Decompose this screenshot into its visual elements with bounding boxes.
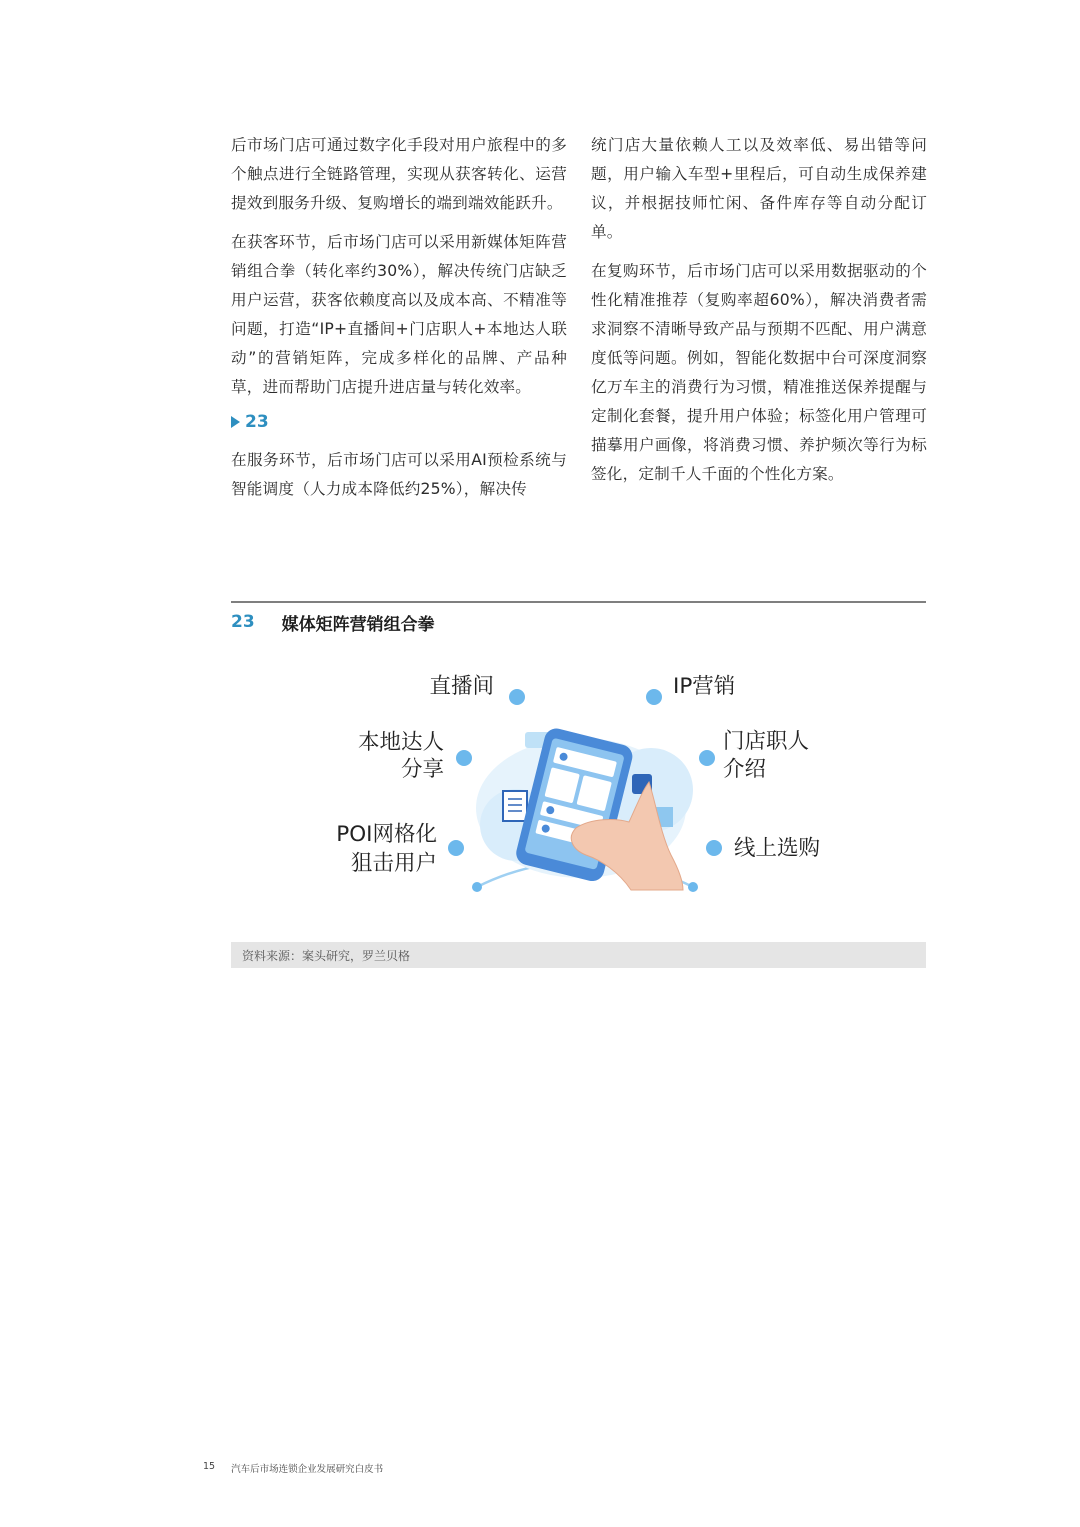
node-dot-online xyxy=(706,840,722,856)
left-para-3: 在服务环节，后市场门店可以采用AI预检系统与智能调度（人力成本降低约25%），解决传 xyxy=(231,451,567,498)
node-label-local-1: 本地达人 xyxy=(357,730,444,755)
node-dot-live xyxy=(509,689,525,705)
node-label-local-2: 分享 xyxy=(400,757,444,782)
left-para-2: 在获客环节，后市场门店可以采用新媒体矩阵营销组合拳（转化率约30%），解决传统门店缺乏用户运营，获客依赖度高以及成本高、不精准等问题，打造“IP+直播间+门店职人+本地达人联动”的营销矩阵，完成多样化的品牌、产品种草，进而帮助门店提升进店量与转化效率。 xyxy=(231,233,567,396)
figure-title-text: 媒体矩阵营销组合拳 xyxy=(281,614,435,635)
node-dot-local xyxy=(456,750,472,766)
document-icon xyxy=(503,791,527,821)
node-dot-ip xyxy=(646,689,662,705)
node-label-poi-2: 狙击用户 xyxy=(350,851,437,876)
source-note: 资料来源：案头研究，罗兰贝格 xyxy=(231,942,926,968)
arc-end-dot-left xyxy=(472,882,482,892)
phone-illustration xyxy=(476,726,693,890)
footer-title: 汽车后市场连锁企业发展研究白皮书 xyxy=(231,1464,384,1475)
node-label-poi-1: POI网格化 xyxy=(336,822,437,847)
triangle-right-icon xyxy=(231,416,240,428)
node-label-ip: IP营销 xyxy=(673,674,736,699)
node-dot-poi xyxy=(448,840,464,856)
node-label-online: 线上选购 xyxy=(734,836,821,861)
page-number: 15 xyxy=(203,1461,216,1472)
arc-end-dot-right xyxy=(688,882,698,892)
figure-reference-number: 23 xyxy=(245,412,269,432)
figure-title xyxy=(231,609,435,635)
figure-reference[interactable] xyxy=(231,410,567,434)
node-label-staff-2: 介绍 xyxy=(723,757,767,782)
right-column xyxy=(591,131,927,499)
right-para-1: 统门店大量依赖人工以及效率低、易出错等问题，用户输入车型+里程后，可自动生成保养建议，并根据技师忙闲、备件库存等自动分配订单。 xyxy=(591,136,927,241)
node-label-staff-1: 门店职人 xyxy=(723,729,810,754)
left-para-1: 后市场门店可通过数字化手段对用户旅程中的多个触点进行全链路管理，实现从获客转化、运营提效到服务升级、复购增长的端到端效能跃升。 xyxy=(231,136,567,212)
node-dot-staff xyxy=(699,750,715,766)
figure-divider xyxy=(231,601,926,603)
left-column xyxy=(231,131,567,514)
media-matrix-diagram xyxy=(231,650,926,940)
node-label-live: 直播间 xyxy=(429,674,494,699)
page-footer xyxy=(203,1461,383,1475)
figure-number: 23 xyxy=(231,612,255,632)
right-para-2: 在复购环节，后市场门店可以采用数据驱动的个性化精准推荐（复购率超60%），解决消费者需求洞察不清晰导致产品与预期不匹配、用户满意度低等问题。例如，智能化数据中台可深度洞察亿万车主的消费行为习惯，精准推送保养提醒与定制化套餐，提升用户体验；标签化用户管理可描摹用户画像，将消费习惯、养护频次等行为标签化，定制千人千面的个性化方案。 xyxy=(591,262,927,483)
